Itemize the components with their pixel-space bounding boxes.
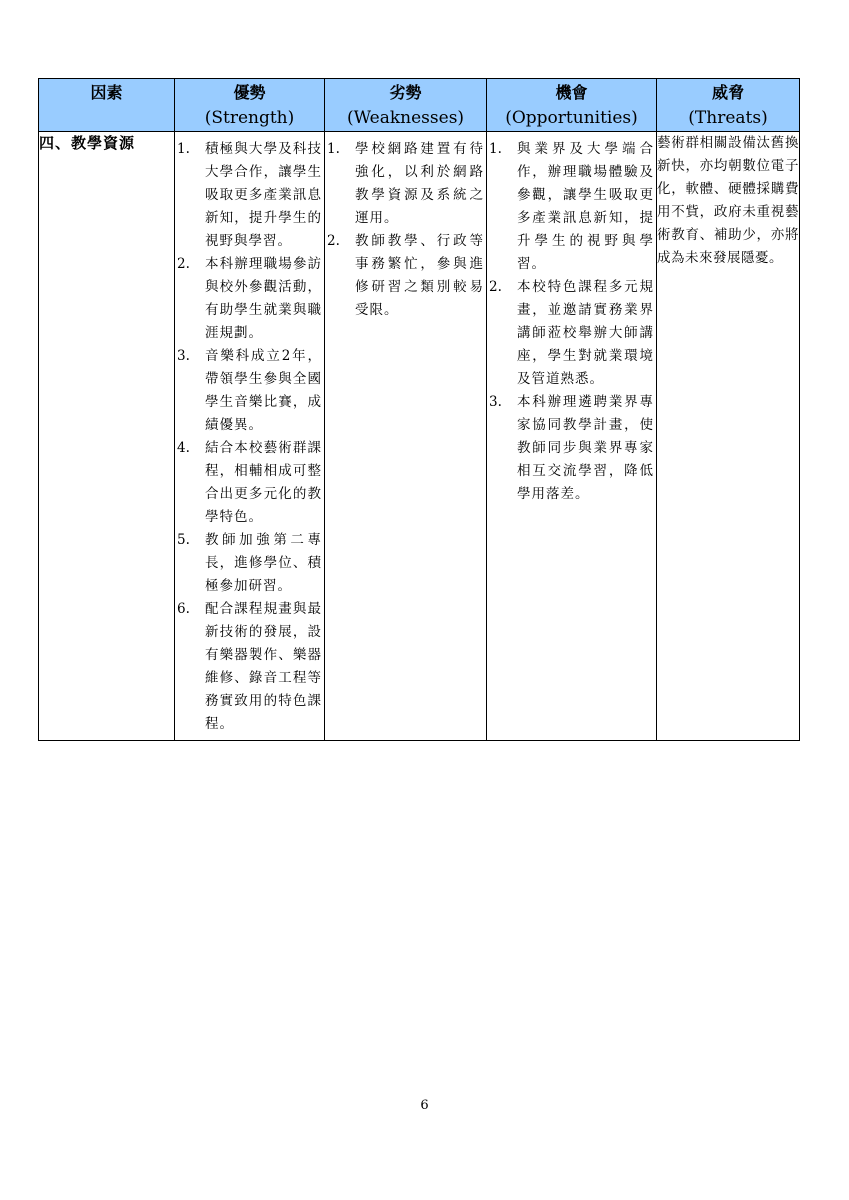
list-item: 2. 本校特色課程多元規畫，並邀請實務業界講師蒞校舉辦大師講座，學生對就業環境及管道熟悉。 [489,279,654,387]
list-item: 3. 音樂科成立2年，帶領學生參與全國學生音樂比賽，成績優異。 [177,348,322,433]
swot-table [38,78,800,741]
opportunities-list [487,132,656,510]
weaknesses-list [325,132,486,326]
factor-cell: 四、教學資源 [39,132,175,741]
header-opportunity: 機會 (Opportunities) [487,79,657,132]
list-item: 1. 與業界及大學端合作，辦理職場體驗及參觀，讓學生吸取更多產業訊息新知，提升學生的視野與學習。 [489,141,654,272]
header-row [39,79,800,132]
list-item: 2. 教師教學、行政等事務繁忙，參與進修研習之類別較易受限。 [327,233,484,318]
header-weakness: 劣勢 (Weaknesses) [325,79,487,132]
resource-row [39,132,800,741]
list-item: 2. 本科辦理職場參訪與校外參觀活動，有助學生就業與職涯規劃。 [177,256,322,341]
list-item: 4. 結合本校藝術群課程，相輔相成可整合出更多元化的教學特色。 [177,440,322,525]
list-item: 3. 本科辦理遴聘業界專家協同教學計畫，使教師同步與業界專家相互交流學習，降低學用落差。 [489,394,654,502]
page-number: 6 [420,1098,429,1113]
list-item: 1. 積極與大學及科技大學合作，讓學生吸取更多產業訊息新知，提升學生的視野與學習。 [177,141,322,249]
header-factor: 因素 [39,79,175,132]
header-strength: 優勢 (Strength) [175,79,325,132]
weaknesses-cell [325,132,487,741]
list-item: 1. 學校網路建置有待強化，以利於網路教學資源及系統之運用。 [327,141,484,226]
list-item: 6. 配合課程規畫與最新技術的發展，設有樂器製作、樂器維修、錄音工程等務實致用的特色課程。 [177,601,322,732]
strengths-list [175,132,324,740]
threats-cell: 藝術群相關設備汰舊換新快，亦均朝數位電子化，軟體、硬體採購費用不貲，政府未重視藝術教育、補助少，亦將成為未來發展隱憂。 [657,132,800,741]
header-threat: 威脅 (Threats) [657,79,800,132]
opportunities-cell [487,132,657,741]
list-item: 5. 教師加強第二專長，進修學位、積極參加研習。 [177,532,322,594]
strengths-cell [175,132,325,741]
